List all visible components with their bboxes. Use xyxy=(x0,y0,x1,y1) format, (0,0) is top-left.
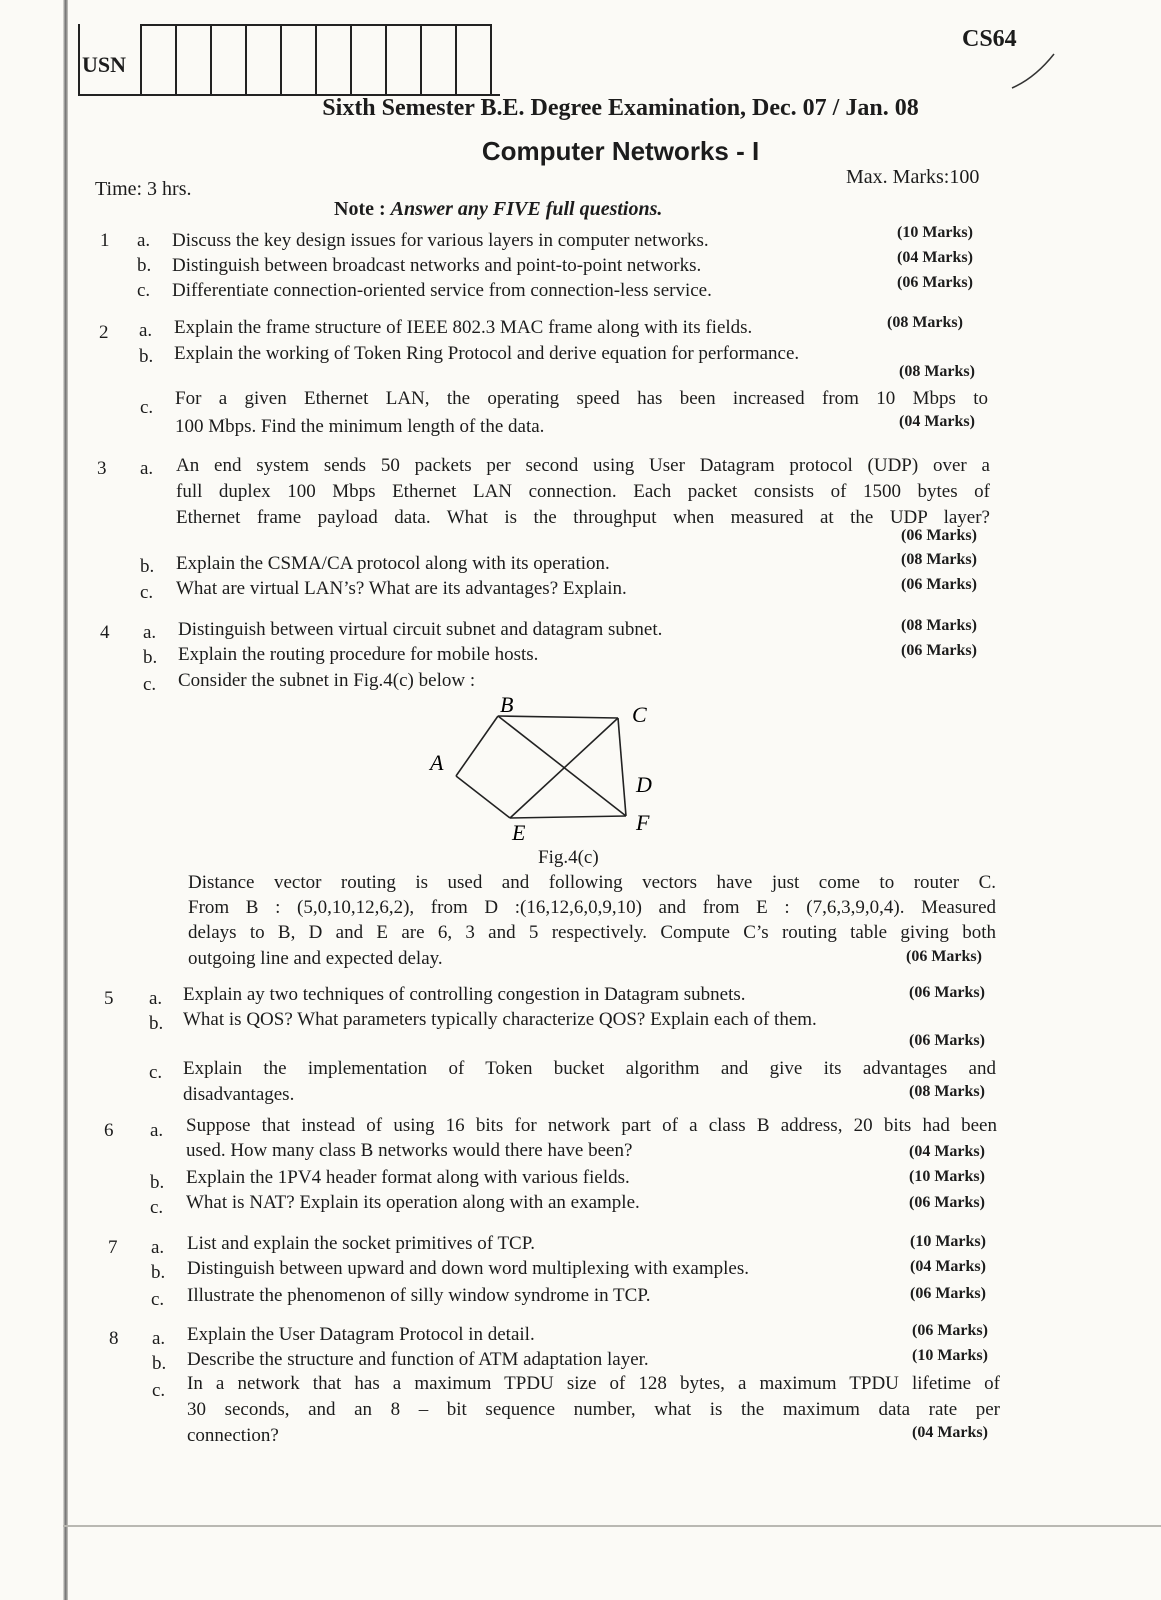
marks-label: (06 Marks) xyxy=(909,1032,985,1049)
question-text: What is QOS? What parameters typically characterize QOS? Explain each of them. xyxy=(183,1009,817,1030)
question-text: Differentiate connection-oriented service from connection-less service. xyxy=(172,280,712,301)
usn-cell xyxy=(212,26,247,94)
page-binding-edge xyxy=(63,0,68,1600)
note-text: Answer any FIVE full questions. xyxy=(390,198,663,220)
subject-title: Computer Networks - I xyxy=(481,136,760,166)
question-text: Explain the User Datagram Protocol in detail. xyxy=(187,1324,535,1345)
marks-label: (06 Marks) xyxy=(912,1322,988,1339)
part-label: a. xyxy=(137,230,151,251)
question-text: From B : (5,0,10,12,6,2), from D :(16,12,6,0,9,10) and from E : (7,6,3,9,0,4). Measured xyxy=(188,897,996,918)
node-b: B xyxy=(500,692,514,717)
marks-label: (04 Marks) xyxy=(910,1258,986,1275)
usn-cell xyxy=(247,26,282,94)
question-text: 30 seconds, and an 8 – bit sequence number, what is the maximum data rate per xyxy=(187,1399,1000,1420)
question-text: What is NAT? Explain its operation along with an example. xyxy=(186,1192,640,1213)
part-label: b. xyxy=(143,647,158,668)
marks-label: (08 Marks) xyxy=(899,363,975,380)
usn-cell xyxy=(317,26,352,94)
question-text: Ethernet frame payload data. What is the throughput when measured at the UDP layer? xyxy=(176,507,990,528)
marks-label: (06 Marks) xyxy=(901,527,977,544)
course-code: CS64 xyxy=(962,26,1017,52)
figure-edges xyxy=(456,716,626,818)
part-label: a. xyxy=(143,622,157,643)
question-text: Distinguish between broadcast networks and point-to-point networks. xyxy=(172,255,702,276)
question-text: connection? xyxy=(187,1425,279,1446)
part-label: a. xyxy=(151,1237,165,1258)
question-text: delays to B, D and E are 6, 3 and 5 respectively. Compute C’s routing table giving both xyxy=(188,922,996,943)
instructions-note xyxy=(334,198,662,221)
question-text: Distinguish between virtual circuit subnet and datagram subnet. xyxy=(178,619,663,640)
marks-label: (08 Marks) xyxy=(909,1083,985,1100)
question-text: Explain the CSMA/CA protocol along with its operation. xyxy=(176,553,610,574)
question-text: Suppose that instead of using 16 bits for network part of a class B address, 20 bits had been xyxy=(186,1115,997,1136)
marks-label: (10 Marks) xyxy=(909,1168,985,1185)
part-label: c. xyxy=(151,1289,165,1310)
question-number: 2 xyxy=(99,322,109,343)
usn-cell xyxy=(177,26,212,94)
part-label: b. xyxy=(150,1172,165,1193)
marks-label: (06 Marks) xyxy=(909,984,985,1001)
question-text: List and explain the socket primitives of TCP. xyxy=(187,1233,535,1254)
node-e: E xyxy=(512,820,526,845)
usn-cell xyxy=(142,26,177,94)
question-text: full duplex 100 Mbps Ethernet LAN connection. Each packet consists of 1500 bytes of xyxy=(176,481,990,502)
part-label: c. xyxy=(149,1062,163,1083)
question-number: 8 xyxy=(109,1328,119,1349)
part-label: b. xyxy=(149,1013,164,1034)
node-d: D xyxy=(636,772,652,797)
question-text: Discuss the key design issues for various layers in computer networks. xyxy=(172,230,709,251)
question-text: Consider the subnet in Fig.4(c) below : xyxy=(178,670,476,691)
question-number: 7 xyxy=(108,1237,118,1258)
part-label: a. xyxy=(140,458,154,479)
question-text: Explain the frame structure of IEEE 802.3 MAC frame along with its fields. xyxy=(174,317,753,338)
question-number: 5 xyxy=(104,988,114,1009)
usn-cell xyxy=(422,26,457,94)
marks-label: (04 Marks) xyxy=(897,249,973,266)
marks-label: (10 Marks) xyxy=(910,1233,986,1250)
part-label: a. xyxy=(150,1120,164,1141)
part-label: a. xyxy=(149,988,163,1009)
question-text: Distinguish between upward and down word multiplexing with examples. xyxy=(187,1258,749,1279)
question-text: What are virtual LAN’s? What are its advantages? Explain. xyxy=(176,578,627,599)
usn-cell xyxy=(352,26,387,94)
question-text: For a given Ethernet LAN, the operating speed has been increased from 10 Mbps to xyxy=(175,388,988,409)
part-label: b. xyxy=(137,255,152,276)
figure-caption: Fig.4(c) xyxy=(538,847,599,868)
exam-title: Sixth Semester B.E. Degree Examination, Dec. 07 / Jan. 08 xyxy=(322,95,919,121)
marks-label: (06 Marks) xyxy=(910,1285,986,1302)
page-bottom-edge xyxy=(63,1525,1161,1527)
question-text: Explain the working of Token Ring Protocol and derive equation for performance. xyxy=(174,343,800,364)
marks-label: (08 Marks) xyxy=(901,551,977,568)
usn-cell xyxy=(457,26,490,94)
marks-label: (10 Marks) xyxy=(912,1347,988,1364)
corner-pen-mark xyxy=(1010,48,1060,98)
question-text: An end system sends 50 packets per second using User Datagram protocol (UDP) over a xyxy=(176,455,990,476)
marks-label: (04 Marks) xyxy=(912,1424,988,1441)
node-f: F xyxy=(636,810,650,835)
marks-label: (08 Marks) xyxy=(901,617,977,634)
usn-cell xyxy=(387,26,422,94)
question-text: Explain the routing procedure for mobile hosts. xyxy=(178,644,539,665)
question-text: In a network that has a maximum TPDU size of 128 bytes, a maximum TPDU lifetime of xyxy=(187,1373,1000,1394)
part-label: a. xyxy=(139,320,153,341)
part-label: c. xyxy=(140,397,154,418)
question-number: 6 xyxy=(104,1120,114,1141)
note-label: Note : xyxy=(334,198,386,220)
question-text: 100 Mbps. Find the minimum length of the data. xyxy=(175,416,545,437)
node-c: C xyxy=(632,702,647,727)
exam-duration: Time: 3 hrs. xyxy=(95,178,192,200)
part-label: c. xyxy=(152,1380,166,1401)
marks-label: (06 Marks) xyxy=(897,274,973,291)
usn-cell xyxy=(282,26,317,94)
part-label: b. xyxy=(139,346,154,367)
question-number: 4 xyxy=(100,622,110,643)
max-marks: Max. Marks:100 xyxy=(846,166,980,188)
question-number: 3 xyxy=(97,458,107,479)
marks-label: (10 Marks) xyxy=(897,224,973,241)
marks-label: (04 Marks) xyxy=(909,1143,985,1160)
usn-cells xyxy=(140,24,492,96)
marks-label: (08 Marks) xyxy=(887,314,963,331)
marks-label: (06 Marks) xyxy=(901,576,977,593)
question-text: Explain ay two techniques of controlling congestion in Datagram subnets. xyxy=(183,984,746,1005)
part-label: c. xyxy=(140,582,154,603)
node-a: A xyxy=(430,750,444,775)
question-text: outgoing line and expected delay. xyxy=(188,948,443,969)
marks-label: (06 Marks) xyxy=(906,948,982,965)
question-text: Distance vector routing is used and following vectors have just come to router C. xyxy=(188,872,996,893)
question-text: used. How many class B networks would there have been? xyxy=(186,1140,633,1161)
part-label: b. xyxy=(140,556,155,577)
question-text: Explain the implementation of Token bucket algorithm and give its advantages and xyxy=(183,1058,996,1079)
part-label: b. xyxy=(152,1353,167,1374)
part-label: b. xyxy=(151,1262,166,1283)
marks-label: (06 Marks) xyxy=(901,642,977,659)
part-label: c. xyxy=(143,674,157,695)
question-text: Illustrate the phenomenon of silly window syndrome in TCP. xyxy=(187,1285,651,1306)
question-text: Explain the 1PV4 header format along with various fields. xyxy=(186,1167,630,1188)
question-text: Describe the structure and function of ATM adaptation layer. xyxy=(187,1349,649,1370)
marks-label: (04 Marks) xyxy=(899,413,975,430)
usn-label: USN xyxy=(82,52,127,77)
part-label: c. xyxy=(137,280,151,301)
marks-label: (06 Marks) xyxy=(909,1194,985,1211)
question-text: disadvantages. xyxy=(183,1084,295,1105)
part-label: a. xyxy=(152,1328,166,1349)
question-number: 1 xyxy=(100,230,110,251)
subnet-figure xyxy=(420,690,680,850)
part-label: c. xyxy=(150,1197,164,1218)
